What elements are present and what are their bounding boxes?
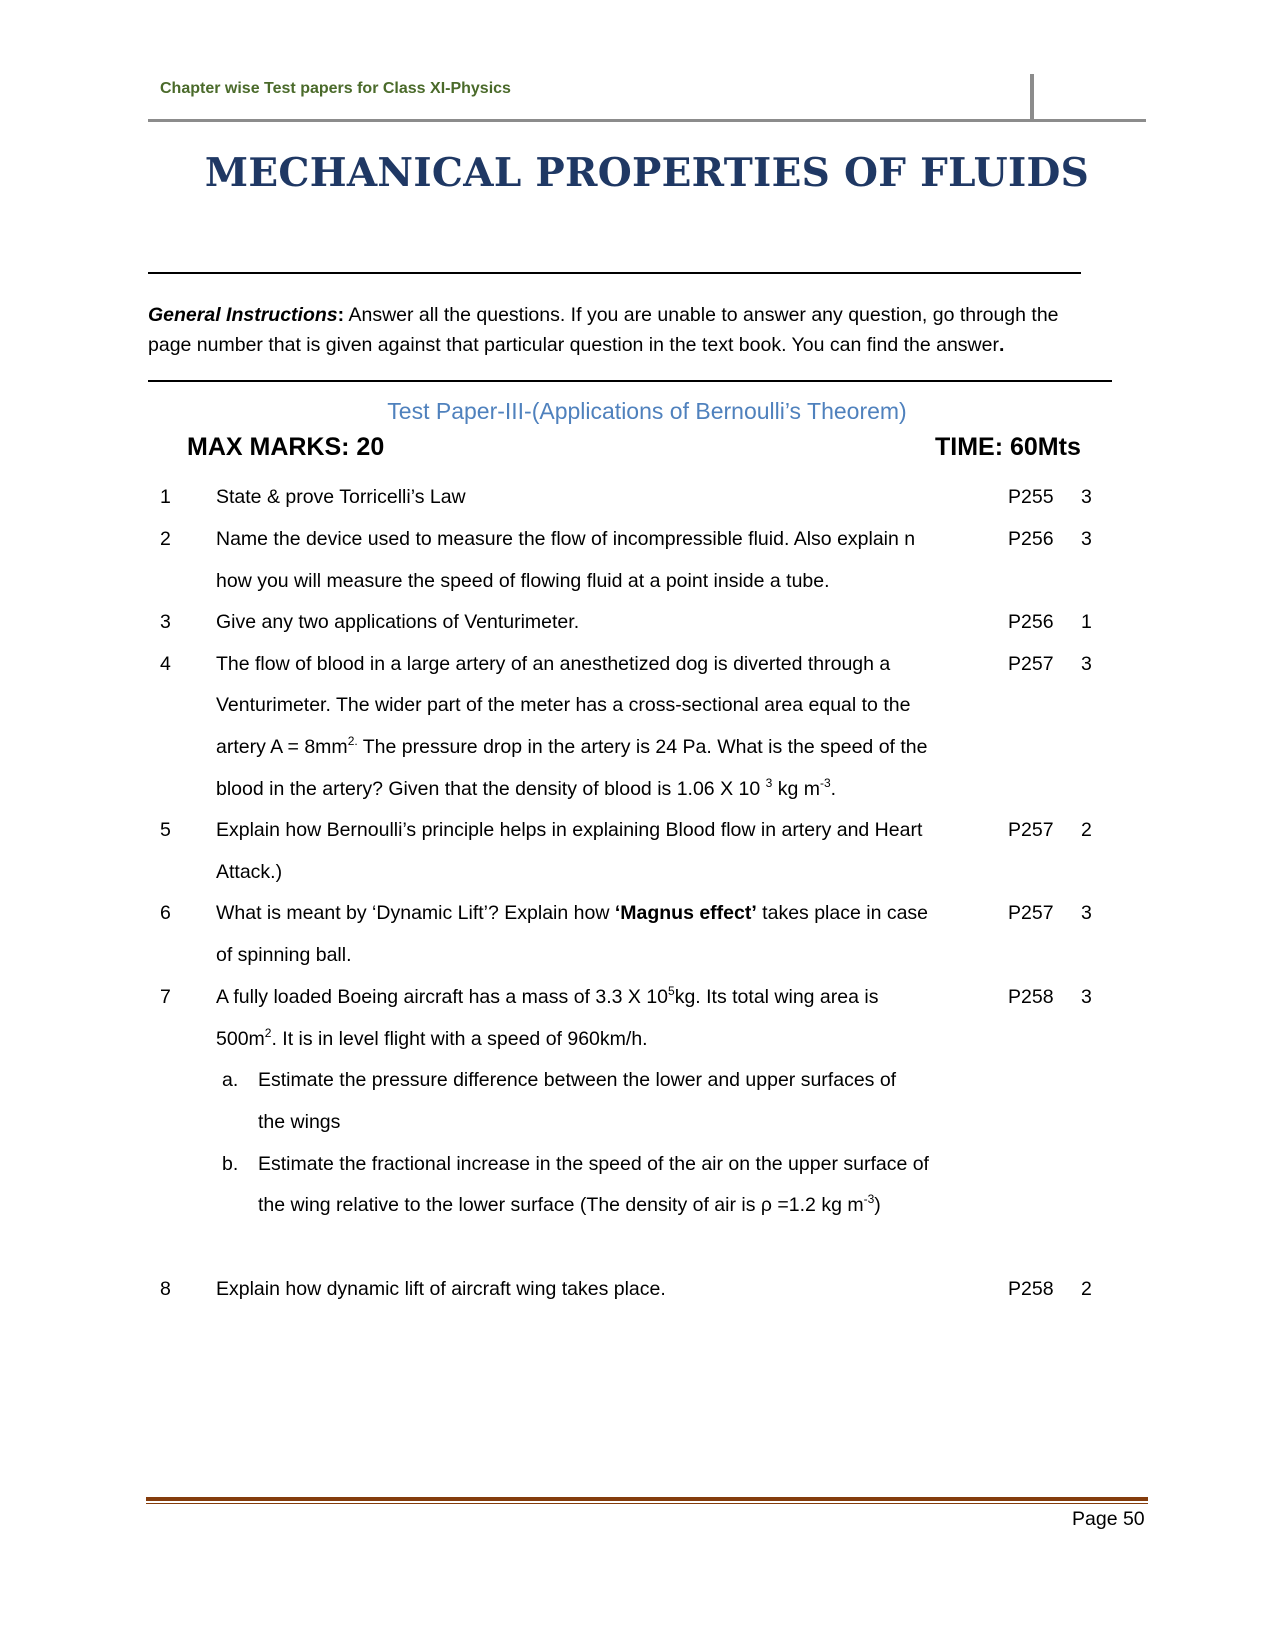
subpart-text: Estimate the fractional increase in the speed of the air on the upper surface of — [258, 1153, 929, 1175]
text-run: . It is in level flight with a speed of 960km/h. — [271, 1028, 648, 1050]
question-number: 1 — [160, 486, 171, 508]
text-run: kg m — [772, 778, 820, 800]
question-text: Give any two applications of Venturimeter. — [216, 611, 580, 633]
question-marks: 3 — [1081, 528, 1092, 550]
page-reference: P258 — [1008, 1278, 1054, 1300]
text-run: blood in the artery? Given that the density of blood is 1.06 X 10 — [216, 778, 766, 800]
footer-rule — [146, 1497, 1148, 1501]
question-text: of spinning ball. — [216, 944, 352, 966]
divider-top — [148, 272, 1081, 274]
page-reference: P255 — [1008, 486, 1054, 508]
question-number: 8 — [160, 1278, 171, 1300]
text-run: The pressure drop in the artery is 24 Pa. What is the speed of the — [357, 736, 928, 758]
question-text — [216, 733, 928, 761]
text-run: ) — [874, 1194, 881, 1216]
question-text: The flow of blood in a large artery of an anesthetized dog is diverted through a — [216, 653, 891, 675]
superscript: 5 — [668, 983, 675, 998]
question-marks: 2 — [1081, 1278, 1092, 1300]
header-vertical-bar — [1030, 74, 1034, 122]
question-marks: 3 — [1081, 902, 1092, 924]
text-run: kg. Its total wing area is — [674, 986, 879, 1008]
question-marks: 2 — [1081, 819, 1092, 841]
footer-rule-thin — [146, 1503, 1148, 1504]
subpart-letter: a. — [222, 1069, 239, 1091]
question-marks: 3 — [1081, 986, 1092, 1008]
page-reference: P257 — [1008, 902, 1054, 924]
text-run: 500m — [216, 1028, 265, 1050]
question-marks: 1 — [1081, 611, 1092, 633]
text-run: takes place in case — [756, 902, 929, 924]
question-number: 6 — [160, 902, 171, 924]
question-marks: 3 — [1081, 486, 1092, 508]
question-text — [216, 983, 878, 1011]
question-number: 7 — [160, 986, 171, 1008]
bold-term: ‘Magnus effect’ — [614, 902, 757, 924]
instructions-line2: page number that is given against that particular question in the text book. You can find the answer — [148, 334, 999, 356]
question-marks: 3 — [1081, 653, 1092, 675]
question-text — [216, 1025, 648, 1053]
instructions-label: General Instructions — [148, 304, 338, 326]
text-run: . — [830, 778, 837, 800]
question-text: State & prove Torricelli’s Law — [216, 486, 466, 508]
question-text: Explain how dynamic lift of aircraft wing takes place. — [216, 1278, 666, 1300]
divider-bottom — [148, 380, 1112, 382]
question-number: 5 — [160, 819, 171, 841]
page-reference: P257 — [1008, 653, 1054, 675]
text-run: artery A = 8mm — [216, 736, 348, 758]
superscript: -3 — [819, 775, 831, 790]
max-marks: MAX MARKS: 20 — [187, 433, 385, 461]
question-text: how you will measure the speed of flowing fluid at a point inside a tube. — [216, 570, 830, 592]
subpart-text: the wings — [258, 1111, 341, 1133]
question-number: 2 — [160, 528, 171, 550]
subpart-letter: b. — [222, 1153, 239, 1175]
question-text: Name the device used to measure the flow of incompressible fluid. Also explain n — [216, 528, 916, 550]
question-text: Attack.) — [216, 861, 283, 883]
general-instructions — [148, 300, 1138, 360]
page-title: MECHANICAL PROPERTIES OF FLUIDS — [204, 150, 1090, 196]
time-allowed: TIME: 60Mts — [935, 433, 1081, 461]
superscript: 3 — [765, 775, 773, 790]
instructions-colon: : — [337, 304, 345, 326]
question-text — [216, 775, 836, 803]
superscript: -3 — [863, 1191, 875, 1206]
text-run: What is meant by ‘Dynamic Lift’? Explain how — [216, 902, 615, 924]
question-text: Explain how Bernoulli’s principle helps in explaining Blood flow in artery and Heart — [216, 819, 923, 841]
question-number: 4 — [160, 653, 171, 675]
page-reference: P258 — [1008, 986, 1054, 1008]
superscript: 2. — [347, 733, 358, 748]
question-text — [216, 899, 928, 927]
subpart-text — [258, 1191, 881, 1219]
subpart-text: Estimate the pressure difference between the lower and upper surfaces of — [258, 1069, 897, 1091]
text-run: A fully loaded Boeing aircraft has a mass of 3.3 X 10 — [216, 986, 669, 1008]
page-reference: P256 — [1008, 611, 1054, 633]
test-paper-subtitle: Test Paper-III-(Applications of Bernoulli’s Theorem) — [387, 398, 907, 424]
page-reference: P257 — [1008, 819, 1054, 841]
superscript: 2 — [264, 1025, 272, 1040]
page-reference: P256 — [1008, 528, 1054, 550]
question-number: 3 — [160, 611, 171, 633]
instructions-line1: Answer all the questions. If you are unable to answer any question, go through the — [344, 304, 1059, 326]
page-number: Page 50 — [1072, 1508, 1145, 1530]
instructions-period: . — [998, 334, 1005, 356]
text-run: the wing relative to the lower surface (The density of air is ρ =1.2 kg m — [258, 1194, 864, 1216]
header-rule — [148, 119, 1146, 122]
running-header: Chapter wise Test papers for Class XI-Physics — [160, 80, 511, 97]
question-text: Venturimeter. The wider part of the meter has a cross-sectional area equal to the — [216, 694, 911, 716]
